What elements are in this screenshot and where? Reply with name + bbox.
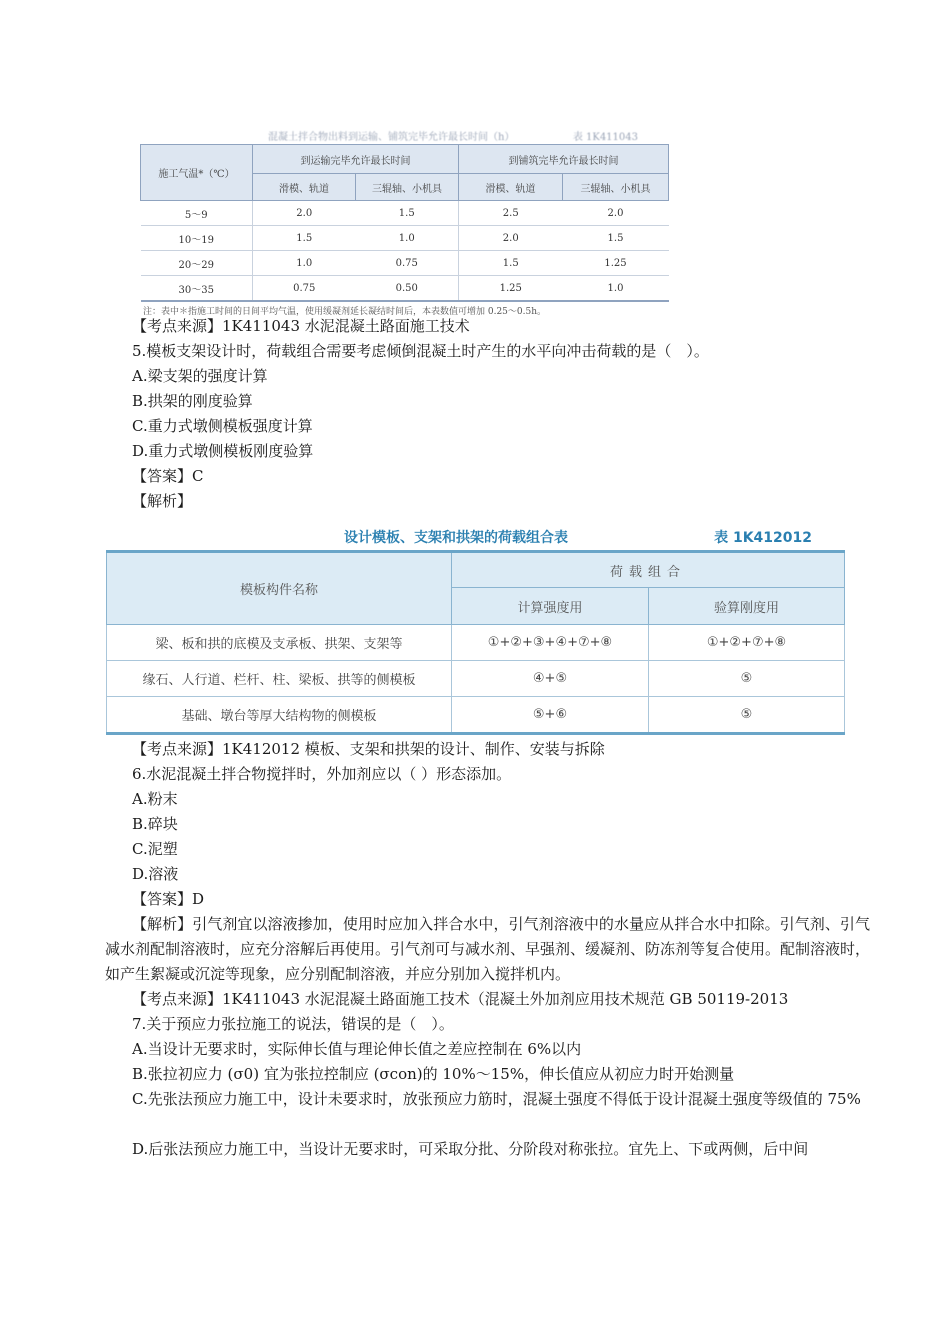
q5-option-a: A.梁支架的强度计算 xyxy=(132,367,268,385)
q5-source: 【考点来源】1K411043 水泥混凝土路面施工技术 xyxy=(132,317,470,335)
table-cell: 梁、板和拱的底模及支承板、拱架、支架等 xyxy=(107,625,452,661)
table-cell: 2.5 xyxy=(459,201,563,226)
table2-figure xyxy=(106,522,844,735)
table-cell: 1.5 xyxy=(459,251,563,276)
table-cell: ⑤ xyxy=(649,697,845,734)
table-row xyxy=(107,697,845,734)
table1-subheader: 三辊轴、小机具 xyxy=(356,174,459,201)
q6-prev-source: 【考点来源】1K412012 模板、支架和拱架的设计、制作、安装与拆除 xyxy=(132,740,605,758)
table-cell: 1.5 xyxy=(253,226,356,251)
table2-header-name: 模板构件名称 xyxy=(107,552,452,625)
q7-option-c: C.先张法预应力施工中，设计未要求时，放张预应力筋时，混凝土强度不得低于设计混凝土强度等级值的 75% xyxy=(132,1090,861,1108)
table1-header-paving: 到铺筑完毕允许最长时间 xyxy=(459,145,669,174)
table2-title: 设计模板、支架和拱架的荷载组合表 xyxy=(344,530,568,546)
table-cell: 0.75 xyxy=(356,251,459,276)
q5-option-c: C.重力式墩侧模板强度计算 xyxy=(132,417,313,435)
table-row xyxy=(141,251,669,276)
table-cell: 1.25 xyxy=(563,251,669,276)
table2-header-stiffness: 验算刚度用 xyxy=(649,588,845,625)
table1 xyxy=(140,144,669,302)
q6-question: 6.水泥混凝土拌合物搅拌时，外加剂应以（ ）形态添加。 xyxy=(132,765,512,783)
q5-question: 5.模板支架设计时，荷载组合需要考虑倾倒混凝土时产生的水平向冲击荷载的是（ ）。 xyxy=(132,342,709,360)
table1-number: 表 1K411043 xyxy=(572,132,638,143)
q5-option-b: B.拱架的刚度验算 xyxy=(132,392,253,410)
q6-option-b: B.碎块 xyxy=(132,815,178,833)
table-row xyxy=(107,625,845,661)
q7-option-d: D.后张法预应力施工中，当设计无要求时，可采取分批、分阶段对称张拉。宜先上、下或两侧，后中间 xyxy=(132,1140,809,1158)
table1-note: 注：表中＊指施工时间的日间平均气温，使用缓凝剂延长凝结时间后，本表数值可增加 0.25～0.5h。 xyxy=(143,307,547,317)
table-cell: 1.5 xyxy=(356,201,459,226)
table1-caption: 混凝土拌合物出料到运输、铺筑完毕允许最长时间（h） xyxy=(268,132,515,143)
table1-subheader: 三辊轴、小机具 xyxy=(563,174,669,201)
q7-option-a: A.当设计无要求时，实际伸长值与理论伸长值之差应控制在 6%以内 xyxy=(132,1040,582,1058)
table1-header-temp: 施工气温*（℃） xyxy=(141,145,253,201)
table-row xyxy=(141,276,669,302)
table-cell: 1.0 xyxy=(563,276,669,302)
q6-option-c: C.泥塑 xyxy=(132,840,178,858)
table-cell: 基础、墩台等厚大结构物的侧模板 xyxy=(107,697,452,734)
table2-caption-row xyxy=(106,522,844,550)
table-cell: ①+②+③+④+⑦+⑧ xyxy=(452,625,649,661)
table2-header-strength: 计算强度用 xyxy=(452,588,649,625)
q5-answer: 【答案】C xyxy=(132,467,204,485)
table1-caption-row xyxy=(140,128,668,144)
table2 xyxy=(106,550,845,735)
table-cell: 30～35 xyxy=(141,276,253,302)
table1-header-transport: 到运输完毕允许最长时间 xyxy=(253,145,459,174)
table-cell: 5～9 xyxy=(141,201,253,226)
table-cell: 缘石、人行道、栏杆、柱、梁板、拱等的侧模板 xyxy=(107,661,452,697)
q5-analysis-label: 【解析】 xyxy=(132,492,193,510)
table1-figure xyxy=(140,128,668,317)
table-cell: 2.0 xyxy=(459,226,563,251)
table-cell: 0.75 xyxy=(253,276,356,302)
table-cell: ①+②+⑦+⑧ xyxy=(649,625,845,661)
q6-option-d: D.溶液 xyxy=(132,865,179,883)
q7-question: 7.关于预应力张拉施工的说法，错误的是（ ）。 xyxy=(132,1015,454,1033)
table-cell: 1.25 xyxy=(459,276,563,302)
table2-header-group: 荷载组合 xyxy=(452,552,845,588)
table-cell: 2.0 xyxy=(563,201,669,226)
q6-option-a: A.粉末 xyxy=(132,790,178,808)
q5-option-d: D.重力式墩侧模板刚度验算 xyxy=(132,442,314,460)
table-cell: 1.5 xyxy=(563,226,669,251)
table1-subheader: 滑模、轨道 xyxy=(253,174,356,201)
table-cell: 0.50 xyxy=(356,276,459,302)
table-row xyxy=(141,201,669,226)
table-row xyxy=(141,226,669,251)
table-row xyxy=(107,661,845,697)
table-cell: 2.0 xyxy=(253,201,356,226)
table-cell: ⑤ xyxy=(649,661,845,697)
q6-answer: 【答案】D xyxy=(132,890,205,908)
q7-option-b: B.张拉初应力 (σ0) 宜为张拉控制应 (σcon)的 10%～15%，伸长值应从初应力时开始测量 xyxy=(132,1065,735,1083)
table1-subheader: 滑模、轨道 xyxy=(459,174,563,201)
table-cell: ⑤+⑥ xyxy=(452,697,649,734)
table2-number: 表 1K412012 xyxy=(714,530,812,546)
table-cell: 1.0 xyxy=(356,226,459,251)
table-cell: 1.0 xyxy=(253,251,356,276)
table-cell: 10～19 xyxy=(141,226,253,251)
q6-source: 【考点来源】1K411043 水泥混凝土路面施工技术（混凝土外加剂应用技术规范 GB 50119-2013 xyxy=(132,990,789,1008)
table-cell: 20～29 xyxy=(141,251,253,276)
q6-analysis: 【解析】引气剂宜以溶液掺加，使用时应加入拌合水中，引气剂溶液中的水量应从拌合水中扣除。引气剂、引气减水剂配制溶液时，应充分溶解后再使用。引气剂可与减水剂、早强剂、缓凝剂、防冻剂等复合使用。配制溶液时，如产生絮凝或沉淀等现象，应分别配制溶液，并应分别加入搅拌机内。 xyxy=(105,915,871,983)
table-cell: ④+⑤ xyxy=(452,661,649,697)
